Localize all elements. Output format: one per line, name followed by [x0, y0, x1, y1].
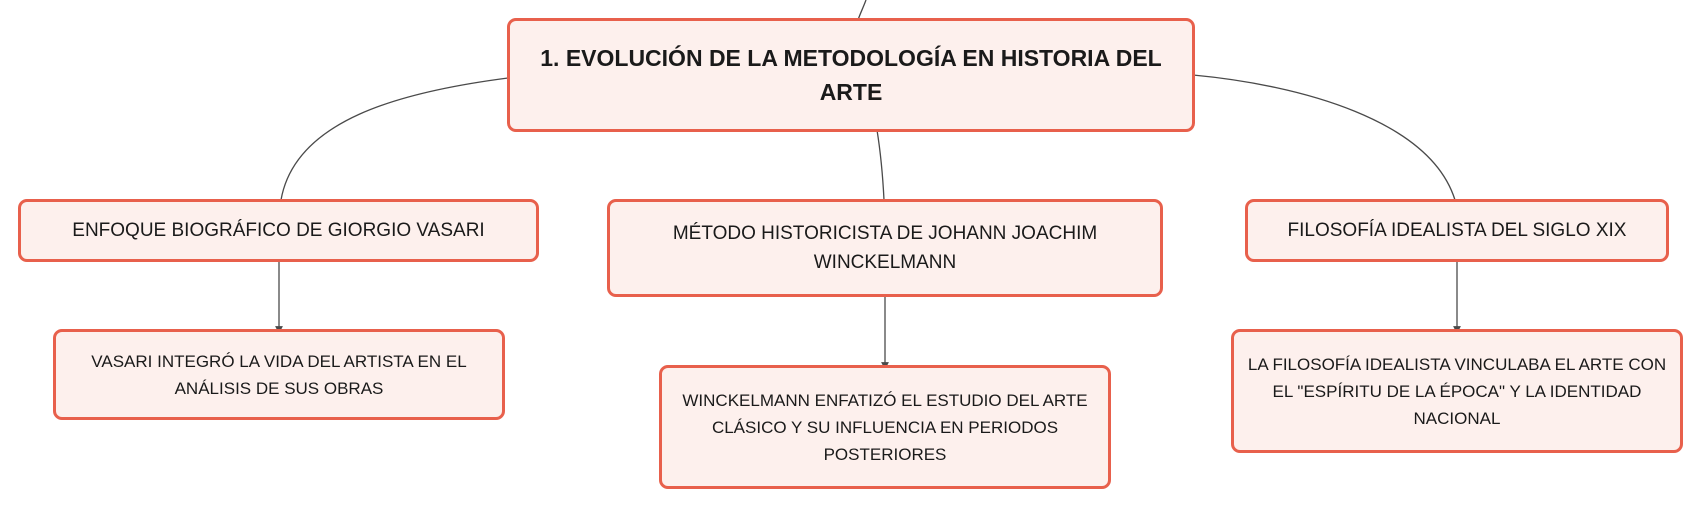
branch-node-winckelmann[interactable]: [607, 199, 1163, 297]
connector-root-to-vasari: [281, 78, 508, 200]
detail-node-winckelmann[interactable]: [659, 365, 1111, 489]
connector-root-to-idealism: [1193, 75, 1455, 200]
detail-node-idealism[interactable]: [1231, 329, 1683, 453]
branch-title-vasari: ENFOQUE BIOGRÁFICO DE GIORGIO VASARI: [72, 220, 485, 241]
branch-node-idealism[interactable]: [1245, 199, 1669, 262]
branch-node-vasari[interactable]: [18, 199, 539, 262]
branch-title-idealism: FILOSOFÍA IDEALISTA DEL SIGLO XIX: [1287, 220, 1627, 241]
branch-title-winckelmann: MÉTODO HISTORICISTA DE JOHANN JOACHIM WINCKELMANN: [672, 223, 1098, 273]
root-topic-node[interactable]: [507, 18, 1195, 132]
detail-text-idealism: LA FILOSOFÍA IDEALISTA VINCULABA EL ARTE CON EL "ESPÍRITU DE LA ÉPOCA" Y LA IDENTIDAD NACIONAL: [1247, 354, 1667, 428]
detail-node-vasari[interactable]: [53, 329, 505, 420]
connector-parent-to-root: [858, 0, 866, 20]
detail-text-winckelmann: WINCKELMANN ENFATIZÓ EL ESTUDIO DEL ARTE CLÁSICO Y SU INFLUENCIA EN PERIODOS POSTERIORES: [682, 390, 1088, 464]
root-topic-text: 1. EVOLUCIÓN DE LA METODOLOGÍA EN HISTORIA DEL ARTE: [540, 45, 1162, 105]
detail-text-vasari: VASARI INTEGRÓ LA VIDA DEL ARTISTA EN EL ANÁLISIS DE SUS OBRAS: [91, 351, 467, 398]
connector-root-to-winckelmann: [877, 130, 884, 200]
